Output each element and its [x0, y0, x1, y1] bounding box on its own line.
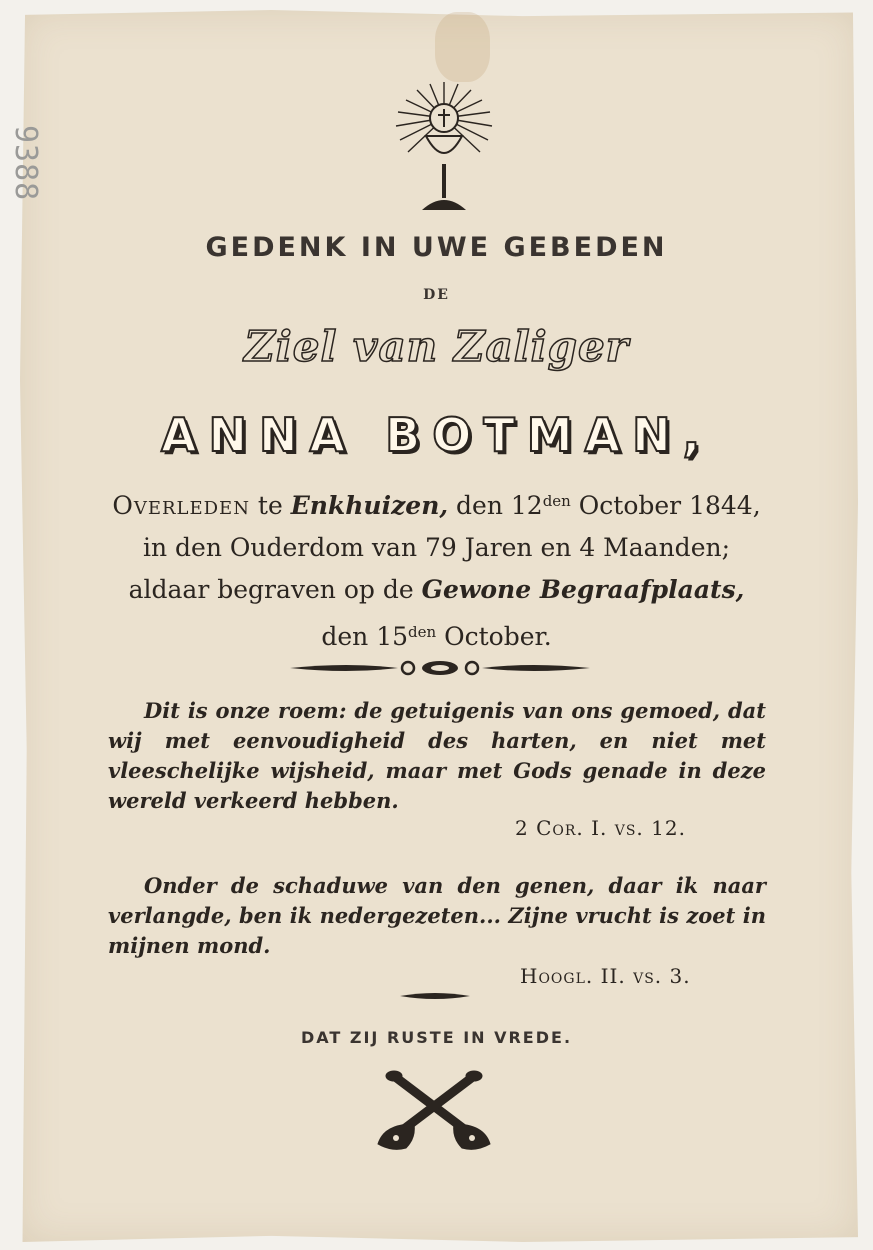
detail-line-1 — [0, 480, 873, 527]
article: DE — [423, 287, 450, 303]
date-day-suffix: den — [542, 492, 571, 510]
paper-stain — [435, 12, 490, 82]
quote-1: Dit is onze roem: de getuigenis van ons gemoed, dat wij met eenvoudigheid des harten, en niet met vleeschelijke wijsheid, maar met Gods genade in deze wereld verkeerd hebben. — [108, 698, 766, 813]
burial-day-suffix: den — [408, 623, 437, 641]
details — [0, 480, 873, 658]
reference-2: Hoogl. II. vs. 3. — [520, 964, 691, 988]
te-word: te — [249, 491, 291, 520]
place: Enkhuizen, — [290, 491, 449, 520]
detail-line-4 — [0, 611, 873, 658]
burial-text: aldaar begraven op de — [128, 575, 422, 604]
date-month-year: October 1844, — [570, 491, 761, 520]
monstrance-icon — [386, 78, 502, 218]
heading: GEDENK IN UWE GEBEDEN — [205, 232, 668, 263]
quote-2: Onder de schaduwe van den genen, daar ik naar verlangde, ben ik nedergezeten... Zijne vrucht is zoet in mijnen mond. — [108, 873, 766, 958]
burial-day: den 15 — [321, 622, 409, 651]
small-divider-icon — [398, 990, 472, 1002]
detail-line-2: in den Ouderdom van 79 Jaren en 4 Maanden; — [142, 533, 731, 562]
closing-line: DAT ZIJ RUSTE IN VREDE. — [300, 1028, 573, 1047]
detail-line-3 — [0, 569, 873, 611]
date-day: den 12 — [448, 491, 543, 520]
archive-number: 9388 — [8, 125, 43, 202]
deceased-name: ANNA BOTMAN, — [160, 408, 713, 462]
ornament-divider-icon — [288, 658, 592, 678]
cemetery: Gewone Begraafplaats, — [421, 575, 745, 604]
soul-line: Ziel van Zaliger — [244, 322, 629, 371]
reference-1: 2 Cor. I. vs. 12. — [515, 816, 686, 840]
crossed-torches-icon — [372, 1068, 496, 1153]
burial-month: October. — [436, 622, 552, 651]
died-label: Overleden — [112, 491, 250, 520]
